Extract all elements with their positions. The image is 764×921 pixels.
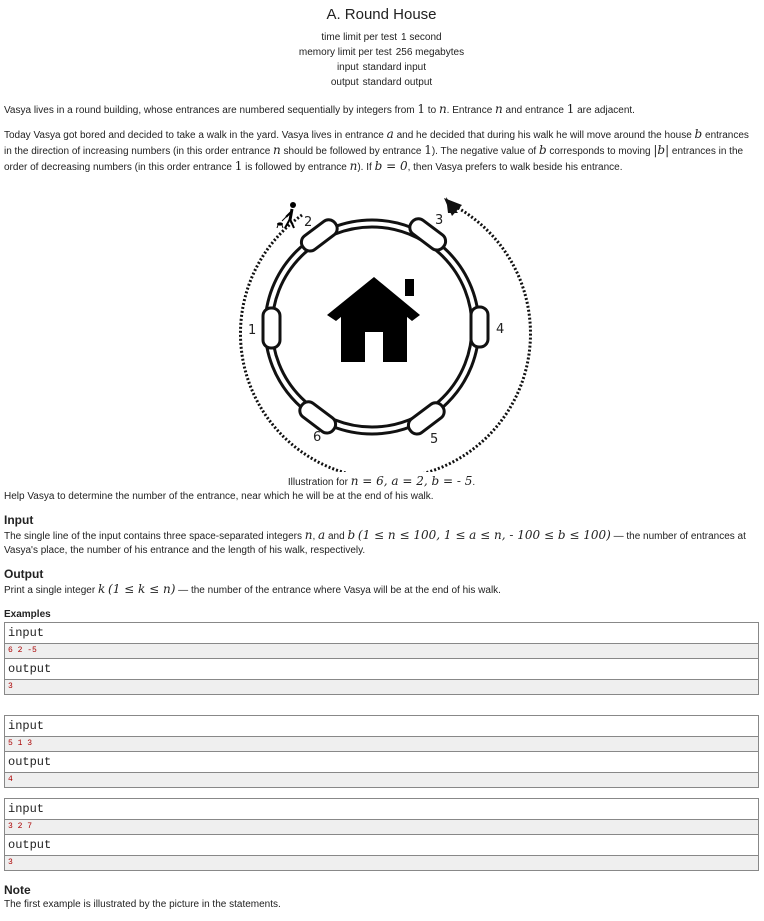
example-output-value[interactable]: 3 (5, 680, 758, 694)
output-section-title: Output (4, 567, 44, 581)
problem-page (4, 0, 759, 912)
example-input-value[interactable]: 3 2 7 (5, 820, 758, 835)
example-input-title: input (5, 623, 758, 644)
entrance-label-4: 4 (495, 322, 504, 337)
entrance-5 (405, 400, 447, 438)
input-file: input standard input (336, 62, 427, 73)
time-limit: time limit per test 1 second (321, 32, 442, 43)
statement-paragraph-2: Today Vasya got bored and decided to take a walk in the yard. Vasya lives in entrance a and he decided that during his walk he will move around the house b entrances in the direction of increasing numbers (in this order entrance n should be followed by entrance 1). The negative value of b corresponds to moving |b| entrances in the order of decreasing numbers (in this order entrance 1 is followed by entrance n). If b = 0, then Vasya prefers to walk beside his entrance. (4, 127, 749, 173)
round-house-svg (222, 197, 542, 472)
entrance-label-5: 5 (429, 432, 438, 447)
statement-paragraph-1: Vasya lives in a round building, whose entrances are numbered sequentially by integers from 1 to n. Entrance n and entrance 1 are adjacent. (4, 102, 635, 116)
input-section-text: The single line of the input contains three space-separated integers n, a and b (1 ≤ n ≤ 100, 1 ≤ a ≤ n, - 100 ≤ b ≤ 100) — the number of entrances at Vasya's place, the number of his entrance and the length of his walk, respectively. (4, 528, 746, 556)
example-output-title: output (5, 835, 758, 856)
round-house-illustration (222, 197, 542, 472)
input-section-title: Input (4, 513, 34, 527)
example-test-3 (4, 798, 759, 871)
output-section-text: Print a single integer k (1 ≤ k ≤ n) — the number of the entrance where Vasya will be at the end of his walk. (4, 582, 501, 596)
house-icon (327, 277, 420, 362)
example-output-title: output (5, 659, 758, 680)
problem-header (4, 6, 759, 90)
entrance-label-1: 1 (247, 323, 256, 338)
problem-title: A. Round House (326, 6, 437, 23)
entrance-label-3: 3 (434, 213, 443, 228)
note-text: The first example is illustrated by the picture in the statements. (4, 899, 281, 910)
example-output-title: output (5, 752, 758, 773)
example-input-value[interactable]: 6 2 -5 (5, 644, 758, 659)
entrance-label-6: 6 (312, 430, 321, 445)
examples-title: Examples (4, 609, 51, 620)
walking-man-with-dog-icon (277, 202, 296, 228)
illustration-caption: Illustration for n = 6, a = 2, b = - 5. (287, 474, 476, 488)
output-file: output standard output (330, 77, 433, 88)
example-output-value[interactable]: 4 (5, 773, 758, 787)
example-output-value[interactable]: 3 (5, 856, 758, 870)
memory-limit: memory limit per test 256 megabytes (298, 47, 465, 58)
entrance-label-2: 2 (303, 215, 312, 230)
entrance-4 (471, 307, 488, 347)
examples-list (4, 622, 759, 871)
example-test-1 (4, 622, 759, 695)
statement-paragraph-3: Help Vasya to determine the number of the entrance, near which he will be at the end of his walk. (4, 491, 434, 502)
example-input-title: input (5, 716, 758, 737)
arrow-head (444, 198, 462, 216)
example-test-2 (4, 715, 759, 788)
note-title: Note (4, 883, 31, 897)
entrance-1 (263, 308, 280, 348)
example-input-title: input (5, 799, 758, 820)
example-input-value[interactable]: 5 1 3 (5, 737, 758, 752)
